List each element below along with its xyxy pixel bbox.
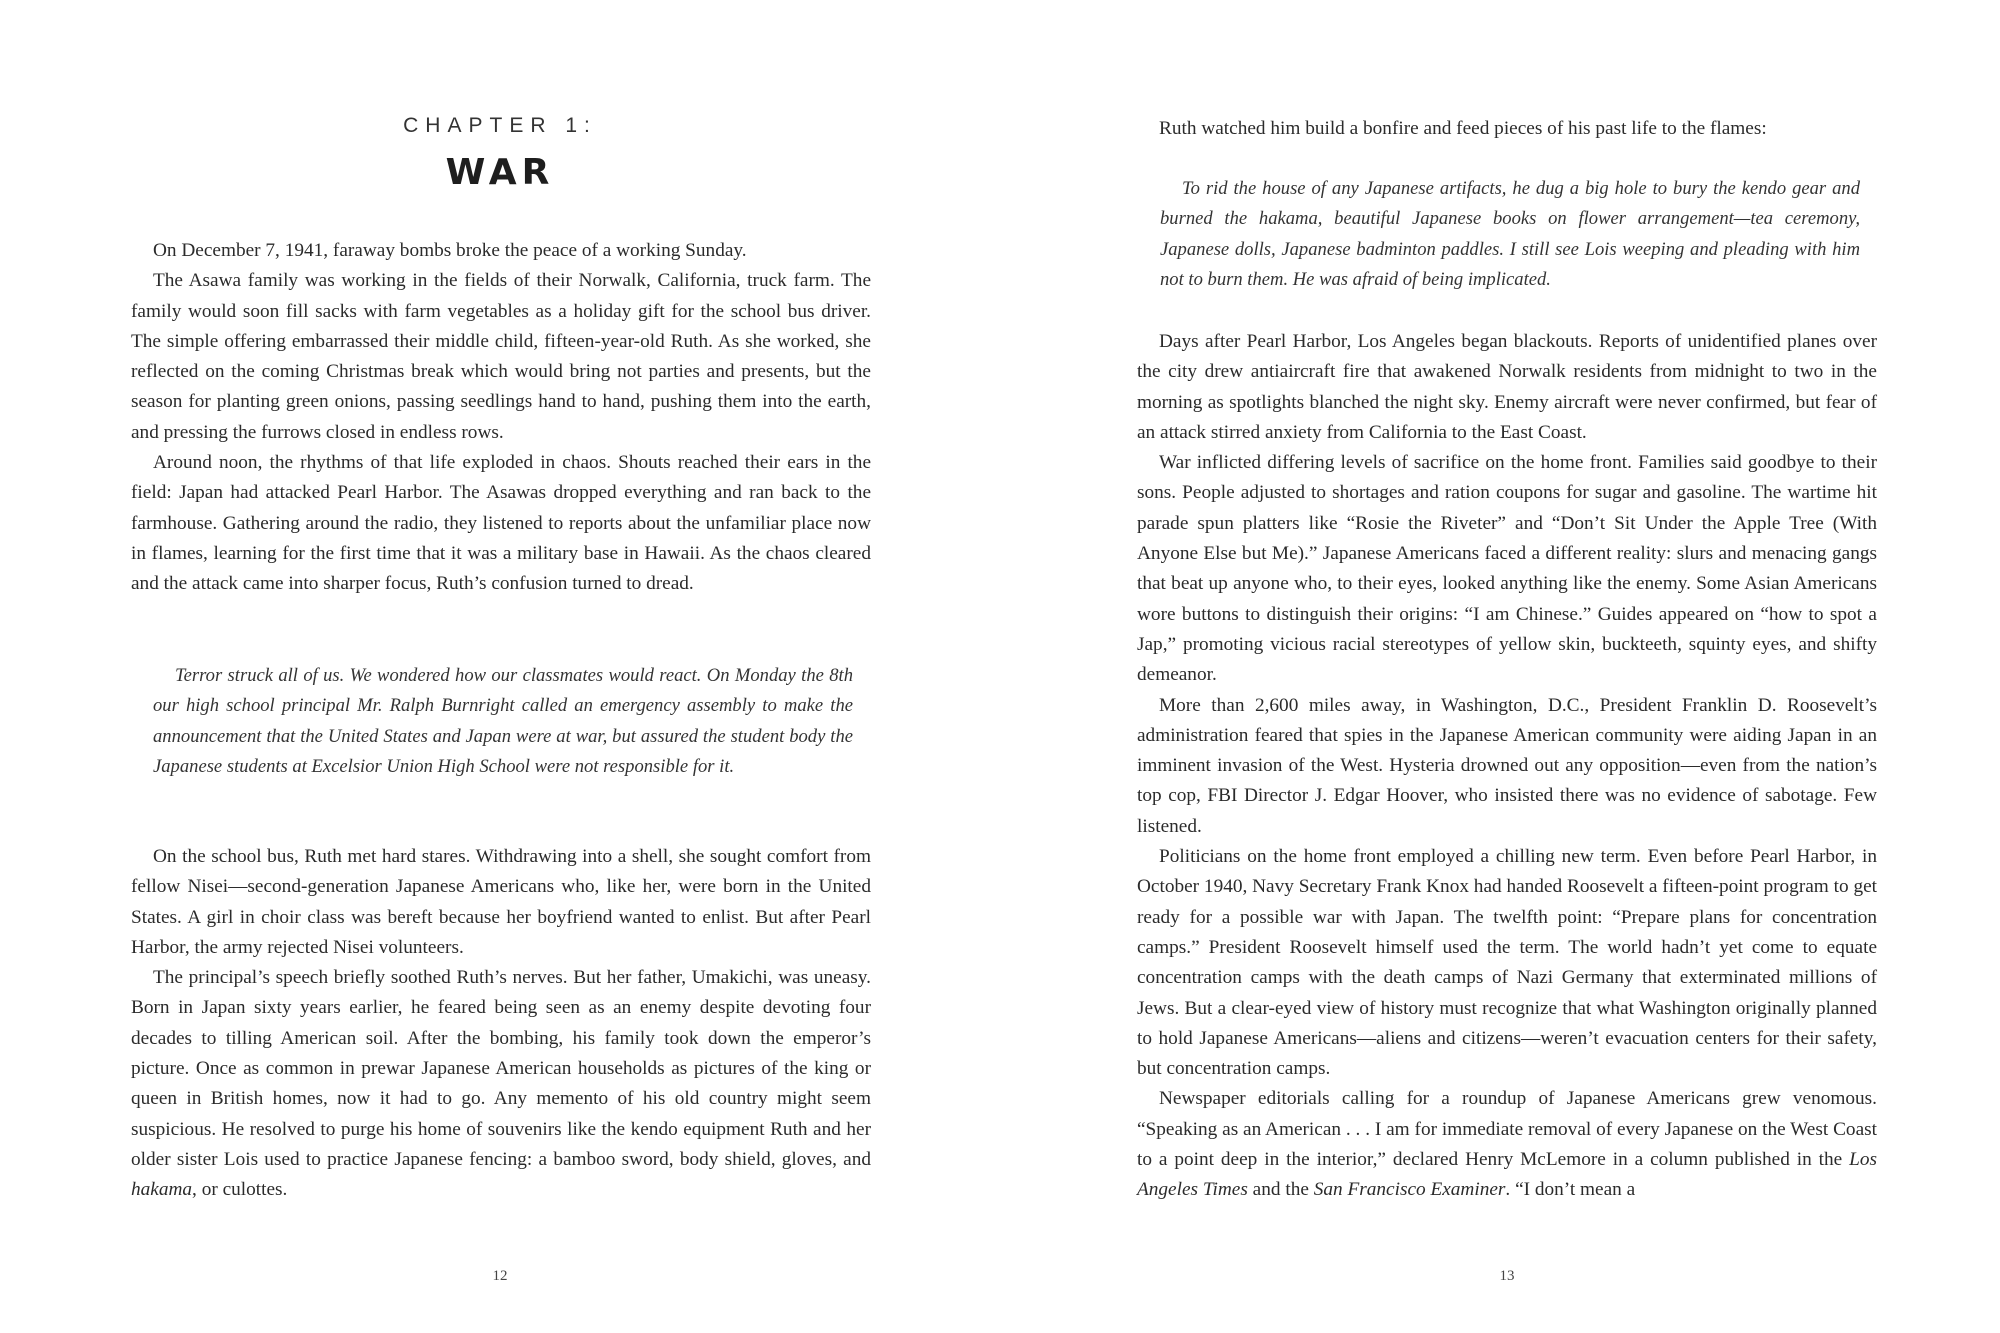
publication-title: San Francisco Examiner — [1313, 1179, 1506, 1201]
paragraph — [1137, 1084, 1877, 1205]
paragraph: War inflicted differing levels of sacrifice on the home front. Families said goodbye to their sons. People adjusted to shortages and ration coupons for sugar and gasoline. The wartime hit parade spun platters like “Rosie the Riveter” and “Don’t Sit Under the Apple Tree (With Anyone Else but Me).” Japanese Americans faced a different reality: slurs and menacing gangs that beat up anyone who, to their eyes, looked anything like the enemy. Some Asian Americans wore buttons to distinguish their origins: “I am Chinese.” Guides appeared on “how to spot a Jap,” promoting vicious racial stereotypes of yellow skin, buckteeth, squinty eyes, and shifty demeanor. — [1137, 452, 1877, 686]
paragraph — [131, 963, 871, 1205]
paragraph: More than 2,600 miles away, in Washington, D.C., President Franklin D. Roosevelt’s administration feared that spies in the Japanese American community were aiding Japan in an imminent invasion of the West. Hysteria drowned out any opposition—even from the nation’s top cop, FBI Director J. Edgar Hoover, who insisted there was no evidence of sabotage. Few listened. — [1137, 694, 1877, 837]
chapter-label: CHAPTER 1: — [403, 114, 597, 137]
paragraph: Ruth watched him build a bonfire and feed pieces of his past life to the flames: — [1159, 118, 1767, 139]
paragraph-text: Newspaper editorials calling for a roundup of Japanese Americans grew venomous. “Speaking as an American . . . I am for immediate removal of every Japanese on the West Coast to a point deep in the interior,” declared Henry McLemore in a column published in the — [1137, 1088, 1877, 1171]
block-quote — [153, 661, 853, 782]
paragraph: On December 7, 1941, faraway bombs broke the peace of a working Sunday. — [153, 240, 747, 261]
quote-text: Terror struck all of us. We wondered how our classmates would react. On Monday the 8th our high school principal Mr. Ralph Burnright called an emergency assembly to make the announcement that the United States and Japan were at war, but assured the student body the Japanese students at Excelsior Union High School were not responsible for it. — [153, 665, 853, 777]
paragraph: Politicians on the home front employed a chilling new term. Even before Pearl Harbor, in October 1940, Navy Secretary Frank Knox had handed Roosevelt a fifteen-point program to get ready for a possible war with Japan. The twelfth point: “Prepare plans for concentration camps.” President Roosevelt himself used the term. The world hadn’t yet come to equate concentration camps with the death camps of Nazi Germany that exterminated millions of Jews. But a clear-eyed view of history must recognize that what Washington originally planned to hold Japanese Americans—aliens and citizens—weren’t evacuation centers for their safety, but concentration camps. — [1137, 846, 1877, 1080]
right-body — [1137, 327, 1877, 1206]
left-body-top — [131, 236, 871, 600]
paragraph: Around noon, the rhythms of that life exploded in chaos. Shouts reached their ears in the field: Japan had attacked Pearl Harbor. The Asawas dropped everything and ran back to the farmhouse. Gathering around the radio, they listened to reports about the unfamiliar place now in flames, learning for the first time that it was a military base in Hawaii. As the chaos cleared and the attack came into sharper focus, Ruth’s confusion turned to dread. — [131, 452, 871, 595]
right-intro — [1137, 114, 1877, 144]
paragraph: The Asawa family was working in the fields of their Norwalk, California, truck farm. The family would soon fill sacks with farm vegetables as a holiday gift for the school bus driver. The simple offering embarrassed their middle child, fifteen-year-old Ruth. As she worked, she reflected on the coming Christmas break which would bring not parties and presents, but the season for planting green onions, passing seedlings hand to hand, pushing them into the earth, and pressing the furrows closed in endless rows. — [131, 270, 871, 443]
paragraph-text: . “I don’t mean a — [1505, 1179, 1636, 1201]
quote-text: To rid the house of any Japanese artifacts, he dug a big hole to bury the kendo gear and burned the hakama, beautiful Japanese books on flower arrangement—tea ceremony, Japanese dolls, Japanese badminton paddles. I still see Lois weeping and pleading with him not to burn them. He was afraid of being implicated. — [1160, 178, 1860, 290]
chapter-title: WAR — [445, 152, 555, 193]
paragraph: Days after Pearl Harbor, Los Angeles began blackouts. Reports of unidentified planes over the city drew antiaircraft fire that awakened Norwalk residents from midnight to two in the morning as spotlights blanched the night sky. Enemy aircraft were never confirmed, but fear of an attack stirred anxiety from California to the East Coast. — [1137, 331, 1877, 443]
page-number: 12 — [492, 1268, 508, 1284]
publication-title: Los Angeles Times — [1137, 1149, 1877, 1201]
paragraph-text: and the — [1247, 1179, 1314, 1201]
paragraph-text: , or culottes. — [192, 1179, 288, 1201]
left-body-bottom — [131, 842, 871, 1206]
paragraph: On the school bus, Ruth met hard stares. Withdrawing into a shell, she sought comfort from fellow Nisei—second-generation Japanese Americans who, like her, were born in the United States. A girl in choir class was bereft because her boyfriend wanted to enlist. But after Pearl Harbor, the army rejected Nisei volunteers. — [131, 846, 871, 958]
page-number: 13 — [1499, 1268, 1515, 1284]
right-page — [1000, 0, 2000, 1333]
italic-term: hakama — [131, 1179, 193, 1201]
paragraph-text: The principal’s speech briefly soothed Ruth’s nerves. But her father, Umakichi, was uneasy. Born in Japan sixty years earlier, he feared being seen as an enemy despite devoting four decades to tilling American soil. After the bombing, his family took down the emperor’s picture. Once as common in prewar Japanese American households as pictures of the king or queen in British homes, now it had to go. Any memento of his old country might seem suspicious. He resolved to purge his home of souvenirs like the kendo equipment Ruth and her older sister Lois used to practice Japanese fencing: a bamboo sword, body shield, gloves, and — [131, 967, 871, 1170]
block-quote — [1160, 174, 1860, 295]
